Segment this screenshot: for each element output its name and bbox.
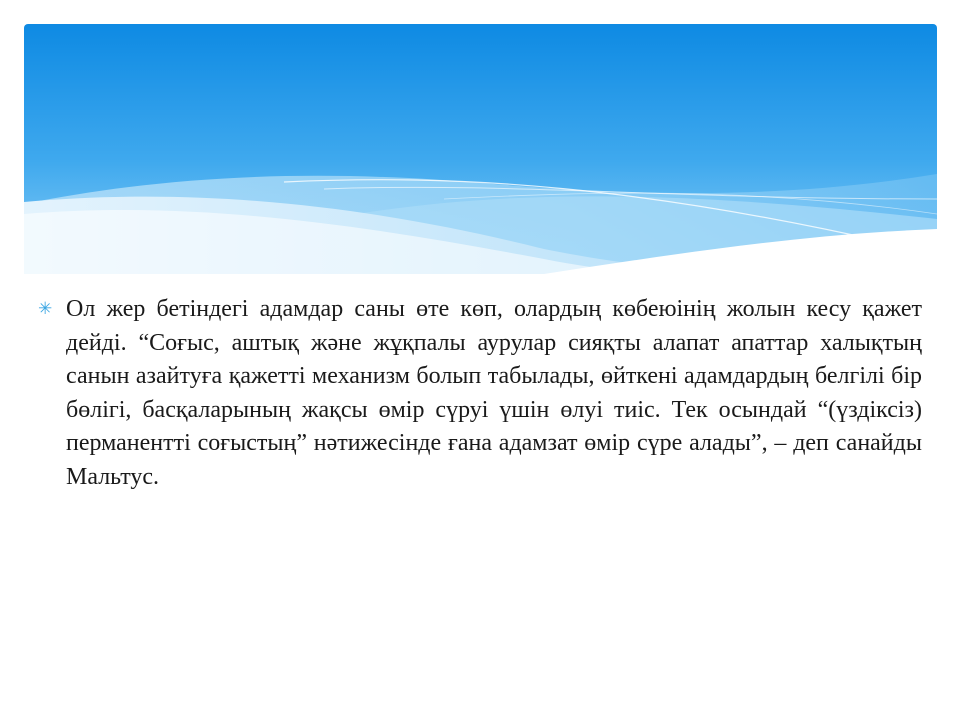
paragraph-text: Ол жер бетіндегі адамдар саны өте көп, олардың көбеюінің жолын кесу қажет дейді. “Соғыс, аштық және жұқпалы аурулар сияқты алапат апаттар халықтың санын азайтуға қажетті механизм болып табылады, өйткені адамдардың белгілі бір бөлігі, басқаларының жақсы өмір сүруі үшін өлуі тиіс. Тек осындай “(үздіксіз) перманентті соғыстың” нәтижесінде ғана адамзат өмір сүре алады”, – деп санайды Мальтус. (66, 296, 922, 490)
bullet-paragraph (38, 293, 922, 495)
content-area (38, 293, 922, 495)
asterisk-icon: ✳ (38, 299, 53, 319)
wave-graphic (24, 24, 937, 274)
header-banner (24, 24, 937, 274)
